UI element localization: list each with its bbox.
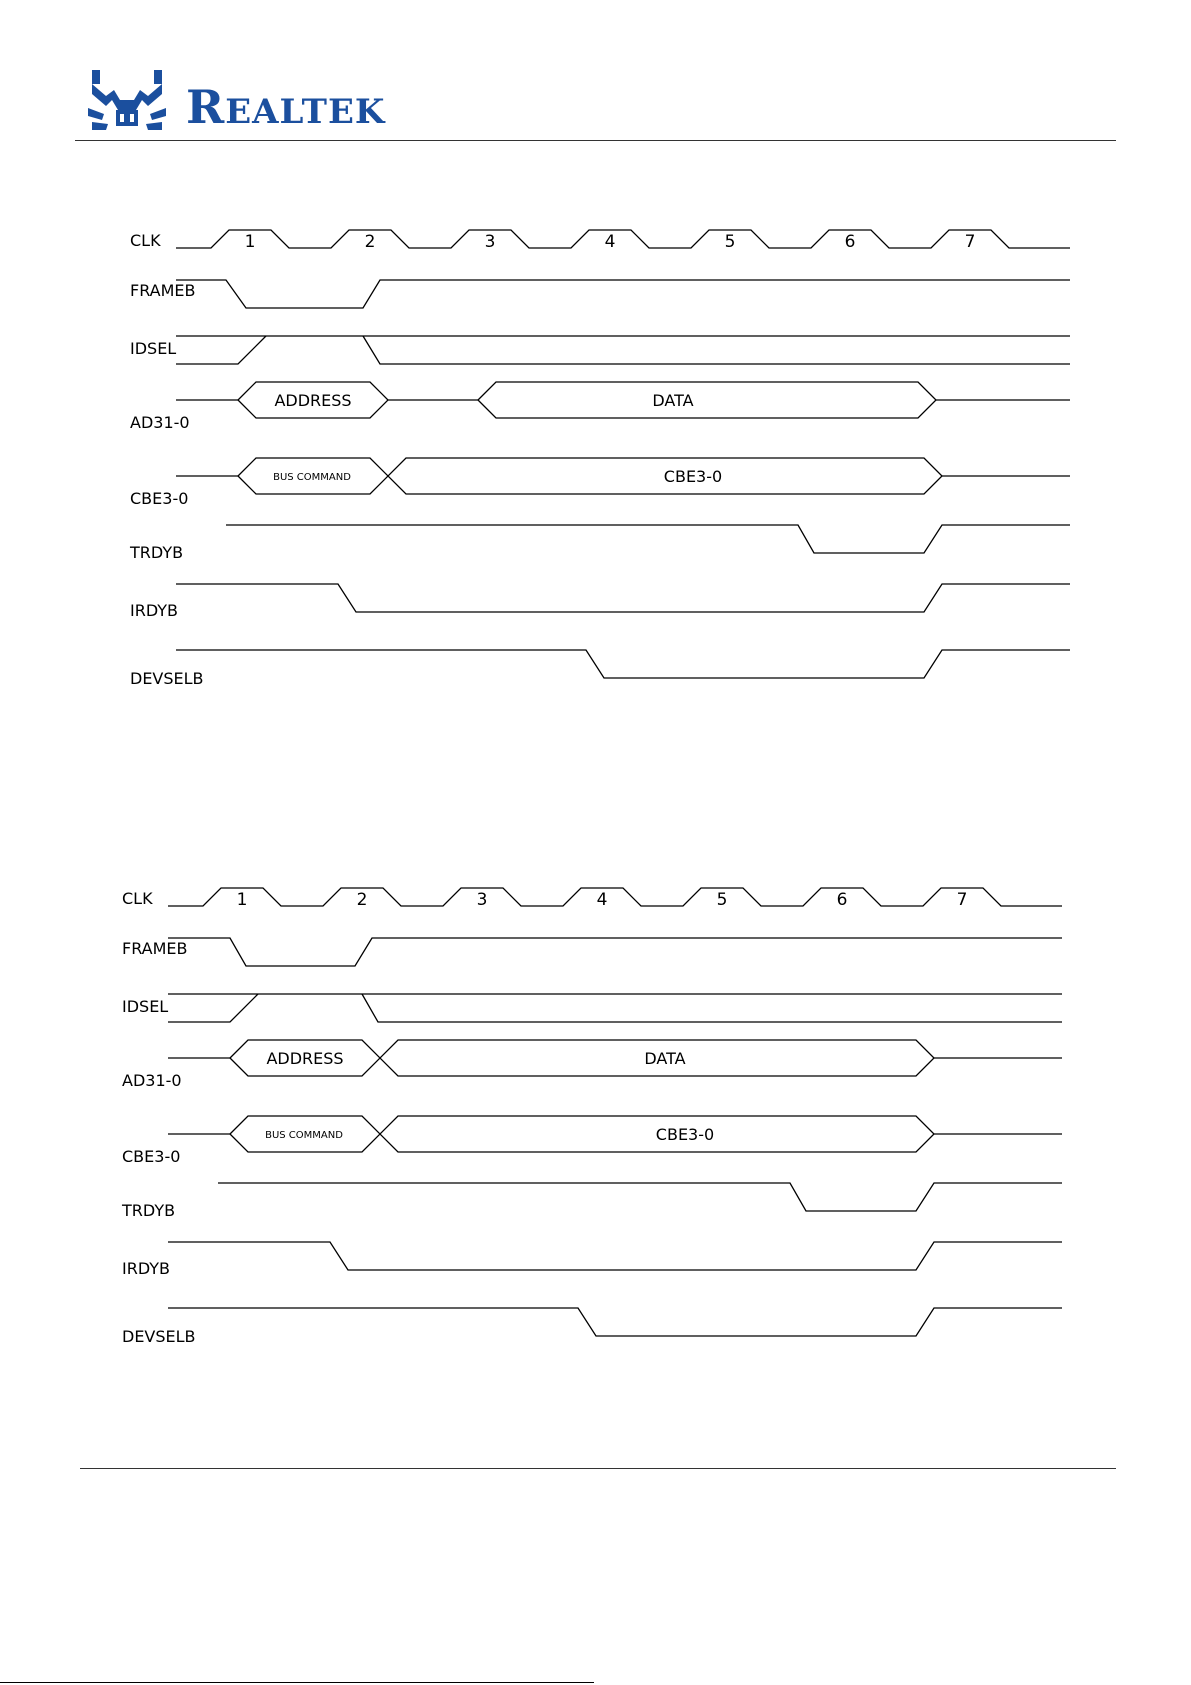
- signal-label-ad310: AD31-0: [130, 413, 190, 432]
- signal-label-frameb: FRAMEB: [130, 281, 196, 300]
- trdyb-waveform: [218, 1183, 1062, 1211]
- ad-address-label: ADDRESS: [266, 1049, 344, 1068]
- devselb-waveform: [168, 1308, 1062, 1336]
- clock-cycle-label: 5: [724, 232, 736, 252]
- brand-wordmark: REALTEK: [186, 80, 386, 134]
- clock-cycle-label: 1: [236, 890, 248, 910]
- page-header: [0, 0, 1191, 150]
- signal-label-trdyb: TRDYB: [122, 1201, 176, 1220]
- idsel-waveform-low: [362, 994, 1062, 1022]
- clk-waveform: [168, 888, 1062, 906]
- page-bottom-rule: [0, 1682, 594, 1683]
- signal-label-frameb: FRAMEB: [122, 939, 188, 958]
- clk-waveform: [176, 230, 1070, 248]
- clock-cycle-label: 3: [484, 232, 496, 252]
- signal-label-devselb: DEVSELB: [122, 1327, 196, 1346]
- signal-label-trdyb: TRDYB: [130, 543, 184, 562]
- idsel-waveform-rise: [168, 994, 258, 1022]
- realtek-crab-logo-icon: [86, 70, 168, 134]
- ad-data-label: DATA: [652, 391, 694, 410]
- footer-divider: [80, 1468, 1116, 1469]
- signal-label-clk: CLK: [130, 231, 161, 250]
- clock-cycle-label: 7: [956, 890, 968, 910]
- idsel-waveform-low: [363, 336, 1070, 364]
- pci-timing-diagram-1: [0, 200, 1191, 740]
- clock-cycle-label: 6: [844, 232, 856, 252]
- clock-cycle-label: 2: [356, 890, 368, 910]
- signal-label-idsel: IDSEL: [130, 339, 177, 358]
- signal-label-clk: CLK: [122, 889, 153, 908]
- idsel-waveform-rise: [176, 336, 266, 364]
- devselb-waveform: [176, 650, 1070, 678]
- clock-cycle-label: 6: [836, 890, 848, 910]
- ad-data-phase: [478, 382, 936, 418]
- header-divider: [75, 140, 1116, 141]
- signal-label-irdyb: IRDYB: [130, 601, 179, 620]
- signal-label-devselb: DEVSELB: [130, 669, 204, 688]
- cbe-bus-command-label: BUS COMMAND: [273, 472, 351, 483]
- signal-label-irdyb: IRDYB: [122, 1259, 171, 1278]
- ad-data-label: DATA: [644, 1049, 686, 1068]
- signal-label-ad310: AD31-0: [122, 1071, 182, 1090]
- signal-label-cbe30: CBE3-0: [130, 489, 189, 508]
- clock-cycle-label: 4: [604, 232, 616, 252]
- signal-label-cbe30: CBE3-0: [122, 1147, 181, 1166]
- signal-label-idsel: IDSEL: [122, 997, 169, 1016]
- irdyb-waveform: [168, 1242, 1062, 1270]
- cbe-byte-enable-label: CBE3-0: [663, 467, 723, 486]
- ad-address-label: ADDRESS: [274, 391, 352, 410]
- clock-cycle-label: 7: [964, 232, 976, 252]
- pci-timing-diagram-2: [0, 858, 1191, 1398]
- clock-cycle-label: 3: [476, 890, 488, 910]
- frameb-waveform: [168, 938, 1062, 966]
- irdyb-waveform: [176, 584, 1070, 612]
- clock-cycle-label: 2: [364, 232, 376, 252]
- clock-cycle-label: 4: [596, 890, 608, 910]
- cbe-bus-command-label: BUS COMMAND: [265, 1130, 343, 1141]
- clock-cycle-label: 1: [244, 232, 256, 252]
- frameb-waveform: [176, 280, 1070, 308]
- clock-cycle-label: 5: [716, 890, 728, 910]
- trdyb-waveform: [226, 525, 1070, 553]
- cbe-byte-enable-label: CBE3-0: [655, 1125, 715, 1144]
